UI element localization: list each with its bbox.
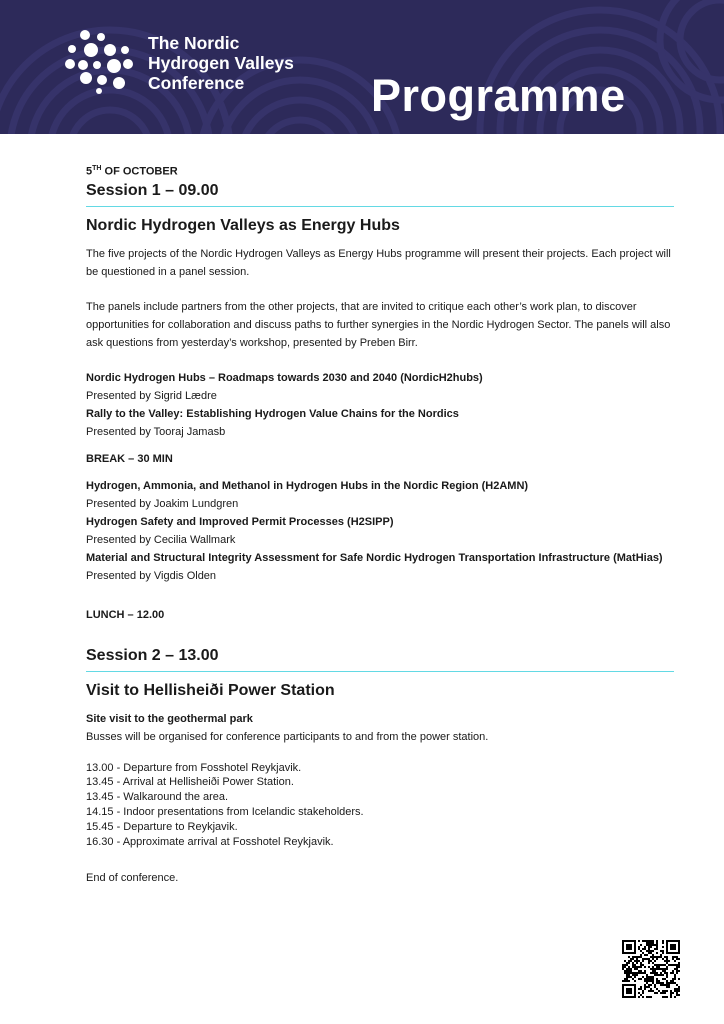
site-visit-text: Busses will be organised for conference participants to and from the power station. (86, 730, 489, 743)
date-suffix: TH (92, 165, 102, 172)
conference-name-line: Conference (148, 73, 245, 93)
visit-schedule (86, 761, 674, 850)
hydrogen-molecule-logo-icon (64, 28, 134, 94)
programme-content (86, 160, 674, 887)
schedule-item: 13.00 - Departure from Fosshotel Reykjavik. (86, 761, 302, 774)
talk-presenter: Presented by Tooraj Jamasb (86, 425, 226, 438)
session-1-heading: Session 1 – 09.00 (86, 182, 674, 207)
qr-code-icon[interactable] (622, 940, 680, 998)
talk-title: Hydrogen, Ammonia, and Methanol in Hydrogen Hubs in the Nordic Region (H2AMN) (86, 479, 529, 492)
schedule-item: 16.30 - Approximate arrival at Fosshotel Reykjavik. (86, 835, 334, 848)
talk-presenter: Presented by Cecilia Wallmark (86, 533, 236, 546)
session-1-panels: The panels include partners from the other projects, that are invited to critique each other’s work plan, to discover opportunities for collaboration and discuss paths to further synergies in the Nordic Hydrogen Sector. The panels will also ask questions from yesterday’s workshop, presented by Preben Birr. (86, 300, 671, 349)
lunch-label: LUNCH – 12.00 (86, 608, 165, 621)
break-label: BREAK – 30 MIN (86, 452, 173, 465)
schedule-item: 13.45 - Arrival at Hellisheiði Power Station. (86, 776, 294, 789)
site-visit-title: Site visit to the geothermal park (86, 712, 253, 725)
schedule-item: 13.45 - Walkaround the area. (86, 791, 229, 804)
end-of-conference: End of conference. (86, 872, 179, 885)
date-month: OF OCTOBER (101, 165, 178, 178)
session-2-title: Visit to Hellisheiði Power Station (86, 681, 335, 699)
conference-name-line: Hydrogen Valleys (148, 53, 294, 73)
page-header (0, 0, 724, 134)
talk-title: Rally to the Valley: Establishing Hydrogen Value Chains for the Nordics (86, 407, 459, 420)
talk-list (86, 369, 674, 441)
event-date (86, 160, 674, 181)
schedule-item: 15.45 - Departure to Reykjavik. (86, 820, 238, 833)
schedule-item: 14.15 - Indoor presentations from Icelandic stakeholders. (86, 806, 364, 819)
conference-name (148, 33, 294, 93)
page-title: Programme (371, 70, 626, 121)
talk-title: Material and Structural Integrity Assessment for Safe Nordic Hydrogen Transportation Infrastructure (MatHias) (86, 551, 663, 564)
talk-presenter: Presented by Joakim Lundgren (86, 497, 239, 510)
talk-presenter: Presented by Vigdis Olden (86, 569, 217, 582)
session-2-heading: Session 2 – 13.00 (86, 647, 674, 672)
talk-title: Nordic Hydrogen Hubs – Roadmaps towards 2030 and 2040 (NordicH2hubs) (86, 371, 483, 384)
talk-presenter: Presented by Sigrid Lædre (86, 389, 217, 402)
date-day: 5 (86, 165, 93, 178)
talk-list (86, 477, 674, 585)
session-1-title: Nordic Hydrogen Valleys as Energy Hubs (86, 216, 400, 234)
session-1-intro: The five projects of the Nordic Hydrogen Valleys as Energy Hubs programme will present their projects. Each project will be questioned in a panel session. (86, 247, 671, 278)
talk-title: Hydrogen Safety and Improved Permit Processes (H2SIPP) (86, 515, 394, 528)
conference-name-line: The Nordic (148, 33, 240, 53)
